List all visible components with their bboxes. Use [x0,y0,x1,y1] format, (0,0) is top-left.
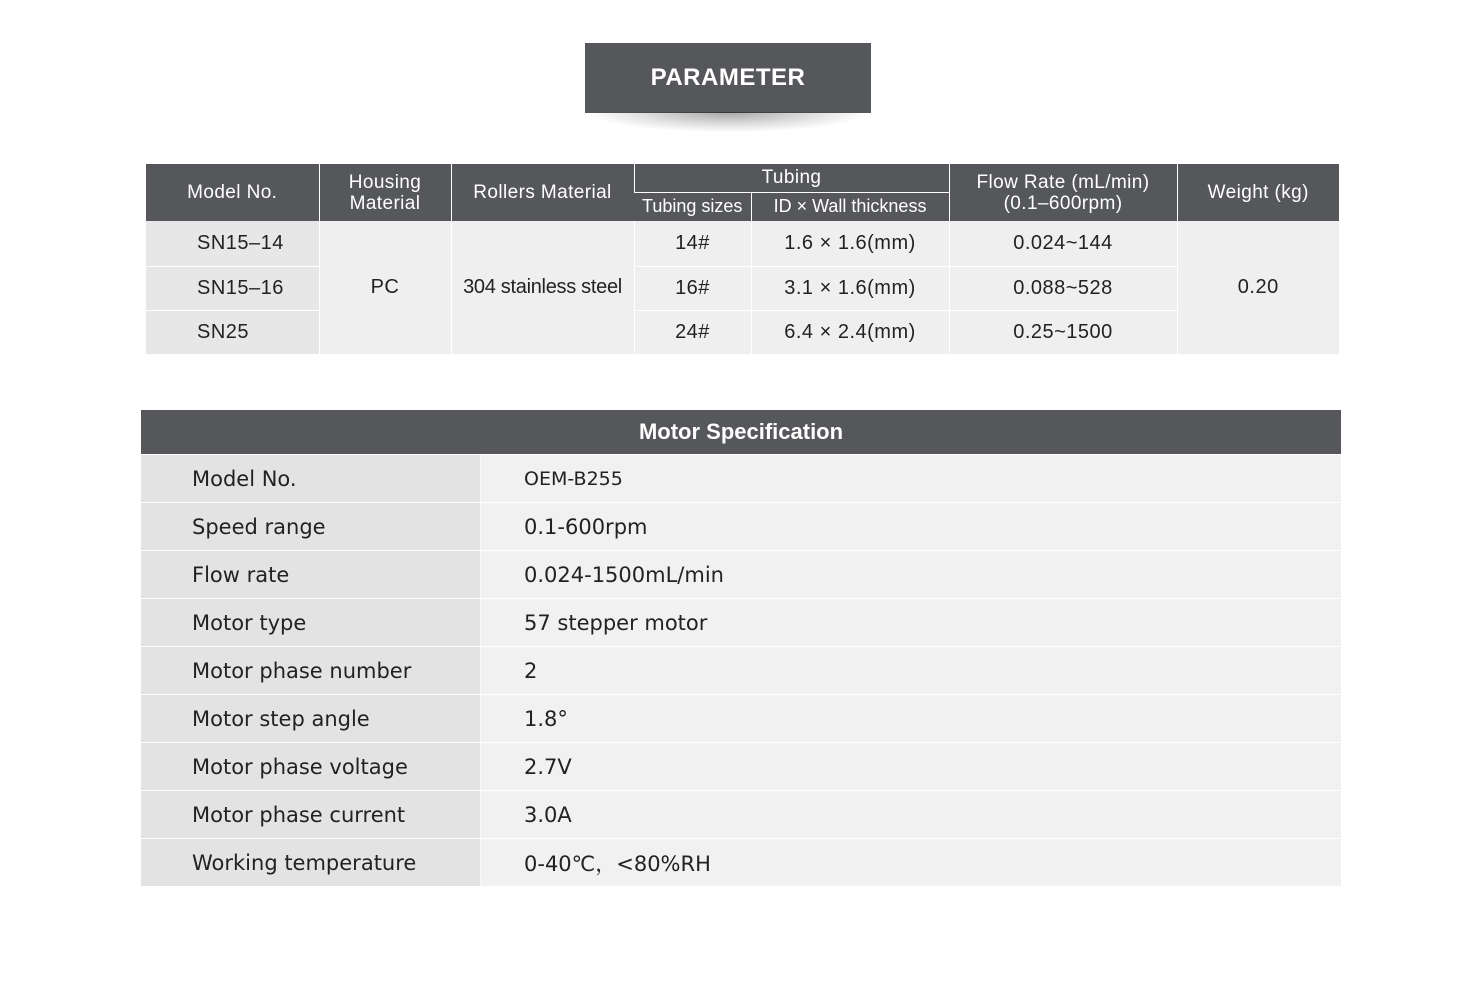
spec-row [141,742,1341,790]
spec-label: Flow rate [141,551,480,598]
spec-value: 2.7V [480,743,1341,790]
header-id-wall: ID × Wall thickness [751,192,949,221]
model-cell: SN25 [146,310,319,354]
spec-value: 57 stepper motor [480,599,1341,646]
banner-shadow [590,112,866,132]
spec-label: Motor type [141,599,480,646]
spec-label: Motor phase voltage [141,743,480,790]
header-weight: Weight (kg) [1177,164,1339,221]
model-cell: SN15–14 [146,221,319,266]
spec-row [141,454,1341,502]
spec-value: 3.0A [480,791,1341,838]
flow-cell: 0.25~1500 [949,310,1177,354]
tubing-size-cell: 24# [634,310,751,354]
spec-row [141,502,1341,550]
motor-spec-table [141,410,1341,886]
header-flow-rate [949,164,1177,221]
spec-label: Motor phase current [141,791,480,838]
spec-label: Motor phase number [141,647,480,694]
housing-cell: PC [319,221,451,354]
id-wall-cell: 3.1 × 1.6(mm) [751,266,949,310]
tubing-size-cell: 14# [634,221,751,266]
tubing-size-cell: 16# [634,266,751,310]
spec-value: OEM-B255 [480,455,1341,502]
spec-row [141,838,1341,886]
spec-value: 0.1-600rpm [480,503,1341,550]
flow-cell: 0.088~528 [949,266,1177,310]
spec-row [141,550,1341,598]
spec-row [141,790,1341,838]
header-rollers: Rollers Material [451,164,634,221]
id-wall-cell: 1.6 × 1.6(mm) [751,221,949,266]
header-flow-rate-sub: (0.1–600rpm) [1003,192,1123,214]
parameter-title: PARAMETER [650,64,806,91]
spec-value: 0-40℃，<80%RH [480,839,1341,886]
header-tubing: Tubing [634,164,949,192]
spec-row [141,598,1341,646]
spec-label: Motor step angle [141,695,480,742]
header-housing: Housing Material [319,164,451,221]
spec-value: 1.8° [480,695,1341,742]
flow-cell: 0.024~144 [949,221,1177,266]
parameter-banner [585,43,871,113]
motor-spec-title: Motor Specification [141,410,1341,454]
parameter-table [146,164,1339,355]
model-cell: SN15–16 [146,266,319,310]
rollers-cell: 304 stainless steel [451,221,634,354]
spec-value: 2 [480,647,1341,694]
header-flow-rate-label: Flow Rate (mL/min) [976,171,1150,193]
spec-row [141,694,1341,742]
id-wall-cell: 6.4 × 2.4(mm) [751,310,949,354]
spec-label: Speed range [141,503,480,550]
header-model: Model No. [146,164,319,221]
spec-label: Model No. [141,455,480,502]
header-tubing-sizes: Tubing sizes [634,192,751,221]
spec-value: 0.024-1500mL/min [480,551,1341,598]
weight-cell: 0.20 [1177,221,1339,354]
spec-row [141,646,1341,694]
spec-label: Working temperature [141,839,480,886]
